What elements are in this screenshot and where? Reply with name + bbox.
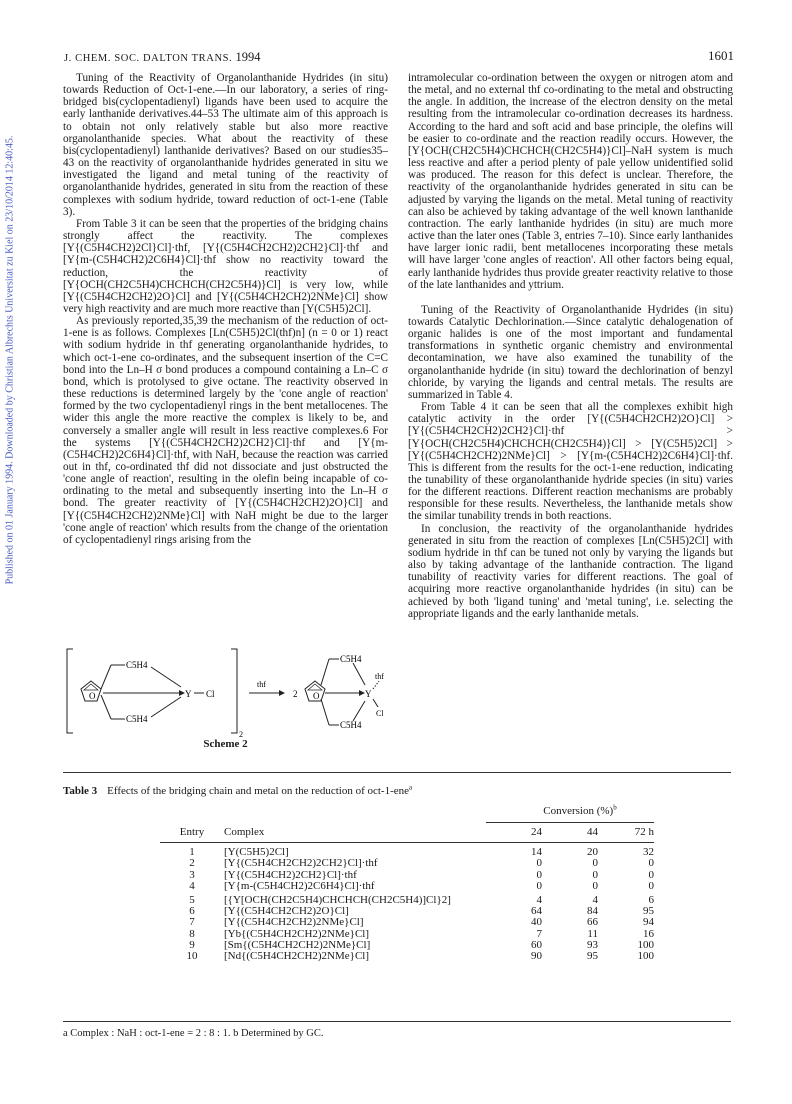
conversion-cell: 95 [643,905,654,918]
conversion-cell: 4 [536,893,542,906]
conversion-cell: 90 [531,949,542,962]
thf-ligand-label: thf [375,672,384,681]
conversion-footnote-mark: b [613,803,617,812]
yttrium-label: Y [185,689,192,699]
table-bottom-rule [63,1021,731,1022]
chloride-label: Cl [206,689,215,699]
complex-cell: [Y(C5H5)2Cl] [224,846,289,859]
time-header: 44 [587,826,598,838]
conversion-cell: 64 [531,905,542,918]
entry-cell: 1 [189,846,195,859]
complex-cell: [Nd{(C5H4CH2CH2)2NMe}Cl] [224,949,369,962]
table-row [160,892,654,906]
paragraph: intramolecular co-ordination between the oxygen or nitrogen atom and the metal, and no external thf co-ordinating to the metal and obstructing the angle. In addition, the increase of the electron density on the metal resulting from the intramolecular co-ordination decreases its hardness. According to the hard and soft acid and base principle, the olefins will be easier to co-ordinate and the reaction readily occurs. However, the [Y{OCH(CH2C5H4)CHCHCH(CH2C5H4)}Cl]–NaH system is much less reactive and after a period plenty of pale yellow unidentified solid was produced. The reason for this defect is unclear. Therefore, the reactivity of the organolanthanide hydrides generated in situ can be adjusted by varying the ligands on the metal. Metal tuning of reactivity can also be achieved by taking advantage of the well known lanthanide contraction. The early lanthanide hydrides (in situ) are much more active than the later ones (Table 3, entries 7–10). Since early lanthanides have larger ionic radii, bent metallocenes incorporating these metals will have larger 'cone angles of reaction'. All other factors being equal, early lanthanide hydrides thus provide greater reactivity relative to those of the late lanthanides and yttrium. [408,72,733,291]
table-row [160,929,654,940]
conversion-cell: 0 [648,857,654,870]
table-caption-text: Effects of the bridging chain and metal on the reduction of oct-1-ene [107,785,410,797]
table-3 [160,803,654,962]
time-header: 72 h [634,826,654,838]
entry-header: Entry [179,825,205,838]
conversion-cell: 7 [536,927,542,940]
conversion-cell: 60 [531,938,542,951]
conversion-cell: 0 [536,868,542,881]
bracket-subscript: 2 [239,730,243,739]
table-row [160,858,654,869]
conversion-cell: 66 [587,916,598,929]
paragraph: From Table 4 it can be seen that all the complexes exhibit high catalytic activity in the order [Y{(C5H4CH2CH2)2O}Cl] > [Y{(C5H4CH2CH2)2CH2}Cl]·thf > [Y{OCH(CH2C5H4)CHCHCH(CH2C5H4)}Cl] > [Y(C5H5)2Cl] > [Y{(C5H4CH2CH2)2NMe}Cl] > [Y{m-(C5H4CH2)2C6H4}Cl]·thf. This is different from the results for the oct-1-ene reduction, indicating the tunability of these organolanthanide hydride species (in situ) varies for the different reactions. Different reaction mechanisms are probably responsible for these results. Nevertheless, the lanthanide metals show the similar tunability trends in both reactions. [408,401,733,523]
chloride-label: Cl [376,709,384,718]
complex-cell: [Y{m-(C5H4CH2)2C6H4}Cl]·thf [224,879,375,892]
conversion-cell: 14 [531,846,542,859]
page-number: 1601 [708,48,734,63]
table-row [160,843,654,859]
arrow-label: thf [257,680,266,689]
left-column [63,72,388,546]
entry-cell: 2 [189,857,195,870]
paragraph: In conclusion, the reactivity of the organolanthanide hydrides generated in situ from the reaction of complexes [Ln(C5H5)2Cl] with sodium hydride in thf can be tuned not only by varying the ligands but also by taking advantage of the lanthanide contraction. The ligand tunability of reactivity varies for different reactions. The goal of acquiring more reactive organolanthanide hydrides (in situ) can be achieved by both 'ligand tuning' and 'metal tuning', i.e. selecting the appropriate ligands and the early lanthanide metals. [408,522,733,620]
complex-cell: [Y{(C5H4CH2CH2)2O}Cl] [224,905,349,918]
entry-cell: 5 [189,893,195,906]
entry-cell: 10 [186,949,198,962]
cp-label: C5H4 [340,720,362,730]
time-header: 24 [531,826,542,838]
conversion-cell: 0 [592,857,598,870]
conversion-cell: 100 [637,938,654,951]
conversion-cell: 93 [587,938,598,951]
cp-label: C5H4 [126,660,148,670]
yttrium-label: Y [365,689,372,699]
conversion-cell: 0 [536,879,542,892]
cp-label: C5H4 [340,654,362,664]
watermark-text[interactable]: Published on 01 January 1994. Downloaded by Christian Albrechts Universitat zu Kiel on 23/10/2014 12:40:45. [4,135,16,585]
conversion-cell: 94 [643,916,654,929]
complex-cell: [{Y[OCH(CH2C5H4)CHCHCH(CH2C5H4)]Cl}2] [224,893,451,906]
coefficient: 2 [293,689,298,699]
caption-footnote-mark: a [409,783,413,792]
section-paragraph: Tuning of the Reactivity of Organolanthanide Hydrides (in situ) towards Catalytic Dechlorination.—Since catalytic dehalogenation of organic halides is one of the most important and fundamental transformations in synthetic organic chemistry and environmental decontamination, we have also examined the tunability of the organolanthanide hydride (in situ) toward the dechlorination of benzyl chloride, by varying the ligands and central metals. The results are summarized in Table 4. [408,303,733,401]
conversion-header: Conversion (%) [543,805,614,817]
complex-cell: [Sm{(C5H4CH2CH2)2NMe}Cl] [224,938,371,951]
table-row [160,951,654,962]
paragraph: As previously reported,35,39 the mechanism of the reduction of oct-1-ene is as follows. Complexes [Ln(C5H5)2Cl(thf)n] (n = 0 or 1) react with sodium hydride in thf generating organolanthanide hydrides, to which oct-1-ene co-ordinates, and the subsequent insertion of the C=C bond into the Ln–H σ bond produces a compound containing a Ln–C σ bond, which is protolysed to give octane. The reactivity observed in these reductions is determined largely by the 'cone angle of reaction' formed by the two cyclopentadienyl rings in the bent metallocenes. The wider this angle the more reactive the complex is likely to be, and conversely a smaller angle will result in less reactive complexes.6 For the systems [Y{(C5H4CH2CH2)2CH2}Cl]·thf and [Y{m-(C5H4CH2)2C6H4}Cl]·thf, with NaH, because the reaction was carried out in thf, co-ordinated thf did not dissociate and just obstructed the 'cone angle of reaction', resulting in the olefin being incapable of co-ordinating to the metal and subsequently inserting into the Ln–H σ bond. The greater reactivity of [Y{(C5H4CH2CH2)2O}Cl] and [Y{(C5H4CH2CH2)2NMe}Cl] with NaH might be due to the larger 'cone angle of reaction' which results from the change of the orientation of cyclopentadienyl rings arising from the [63,315,388,546]
table-footnote: a Complex : NaH : oct-1-ene = 2 : 8 : 1. b Determined by GC. [63,1028,324,1039]
oxygen-label: O [313,691,320,701]
running-header [64,50,261,65]
conversion-cell: 95 [587,949,598,962]
paragraph: Tuning of the Reactivity of Organolanthanide Hydrides (in situ) towards Reduction of Oct-1-ene.—In our laboratory, a series of ring-bridged bis(cyclopentadienyl) ligands have been used to acquire the early lanthanide derivatives.44–53 The ultimate aim of this approach is to obtain not only relatively stable but also more reactive organolanthanide species. What about the reactivity of these bis(cyclopentadienyl) lanthanide derivatives? Based on our studies35–43 on the reactivity of organolanthanide hydrides generated in situ we investigated the ligand and metal tuning of the reactivity of organolanthanide hydrides, generated in situ from the reaction of these complexes with sodium hydride, toward reduction of oct-1-ene (Table 3). [63,72,388,218]
journal-year: 1994 [235,50,261,64]
complex-cell: [Yb{(C5H4CH2CH2)2NMe}Cl] [224,927,369,940]
complex-cell: [Y{(C5H4CH2)2CH2}Cl]·thf [224,868,357,881]
conversion-cell: 0 [648,879,654,892]
conversion-cell: 40 [531,916,542,929]
conversion-cell: 20 [587,846,598,859]
entry-cell: 4 [189,879,195,892]
conversion-cell: 11 [587,927,598,940]
conversion-cell: 16 [643,927,654,940]
table-row [160,917,654,928]
conversion-cell: 100 [637,949,654,962]
entry-cell: 3 [189,868,195,881]
conversion-cell: 4 [592,893,598,906]
complex-header: Complex [224,825,265,838]
conversion-cell: 0 [592,868,598,881]
table-caption [63,785,412,797]
complex-cell: [Y{(C5H4CH2CH2)2NMe}Cl] [224,916,364,929]
paragraph: From Table 3 it can be seen that the properties of the bridging chains strongly affect the reactivity. The complexes [Y{(C5H4CH2)2Cl}Cl]·thf, [Y{(C5H4CH2CH2)2CH2}Cl]·thf and [Y{m-(C5H4CH2)2C6H4}Cl]·thf show no reactivity toward the reduction, the reactivity of [Y{OCH(CH2C5H4)CHCHCH(CH2C5H4)}Cl] is very low, while [Y{(C5H4CH2CH2)2O}Cl] and [Y{(C5H4CH2CH2)2NMe}Cl] show very high reactivity and are much more reactive than [Y(C5H5)2Cl]. [63,217,388,315]
download-watermark [0,40,20,680]
right-column [408,72,733,620]
complex-cell: [Y{(C5H4CH2CH2)2CH2}Cl]·thf [224,857,378,870]
scheme-caption: Scheme 2 [203,738,248,750]
oxygen-label: O [89,691,96,701]
conversion-cell: 32 [643,846,654,859]
table-label: Table 3 [63,785,98,797]
entry-cell: 7 [189,916,195,929]
table-top-rule [63,772,731,773]
conversion-cell: 84 [587,905,598,918]
conversion-cell: 0 [536,857,542,870]
entry-cell: 9 [189,938,195,951]
conversion-cell: 6 [648,893,654,906]
conversion-cell: 0 [592,879,598,892]
conversion-cell: 0 [648,868,654,881]
entry-cell: 6 [189,905,195,918]
journal-name: J. CHEM. SOC. DALTON TRANS. [64,53,233,64]
entry-cell: 8 [189,927,195,940]
cp-label: C5H4 [126,714,148,724]
table-row [160,881,654,892]
scheme-2-diagram [63,645,388,745]
